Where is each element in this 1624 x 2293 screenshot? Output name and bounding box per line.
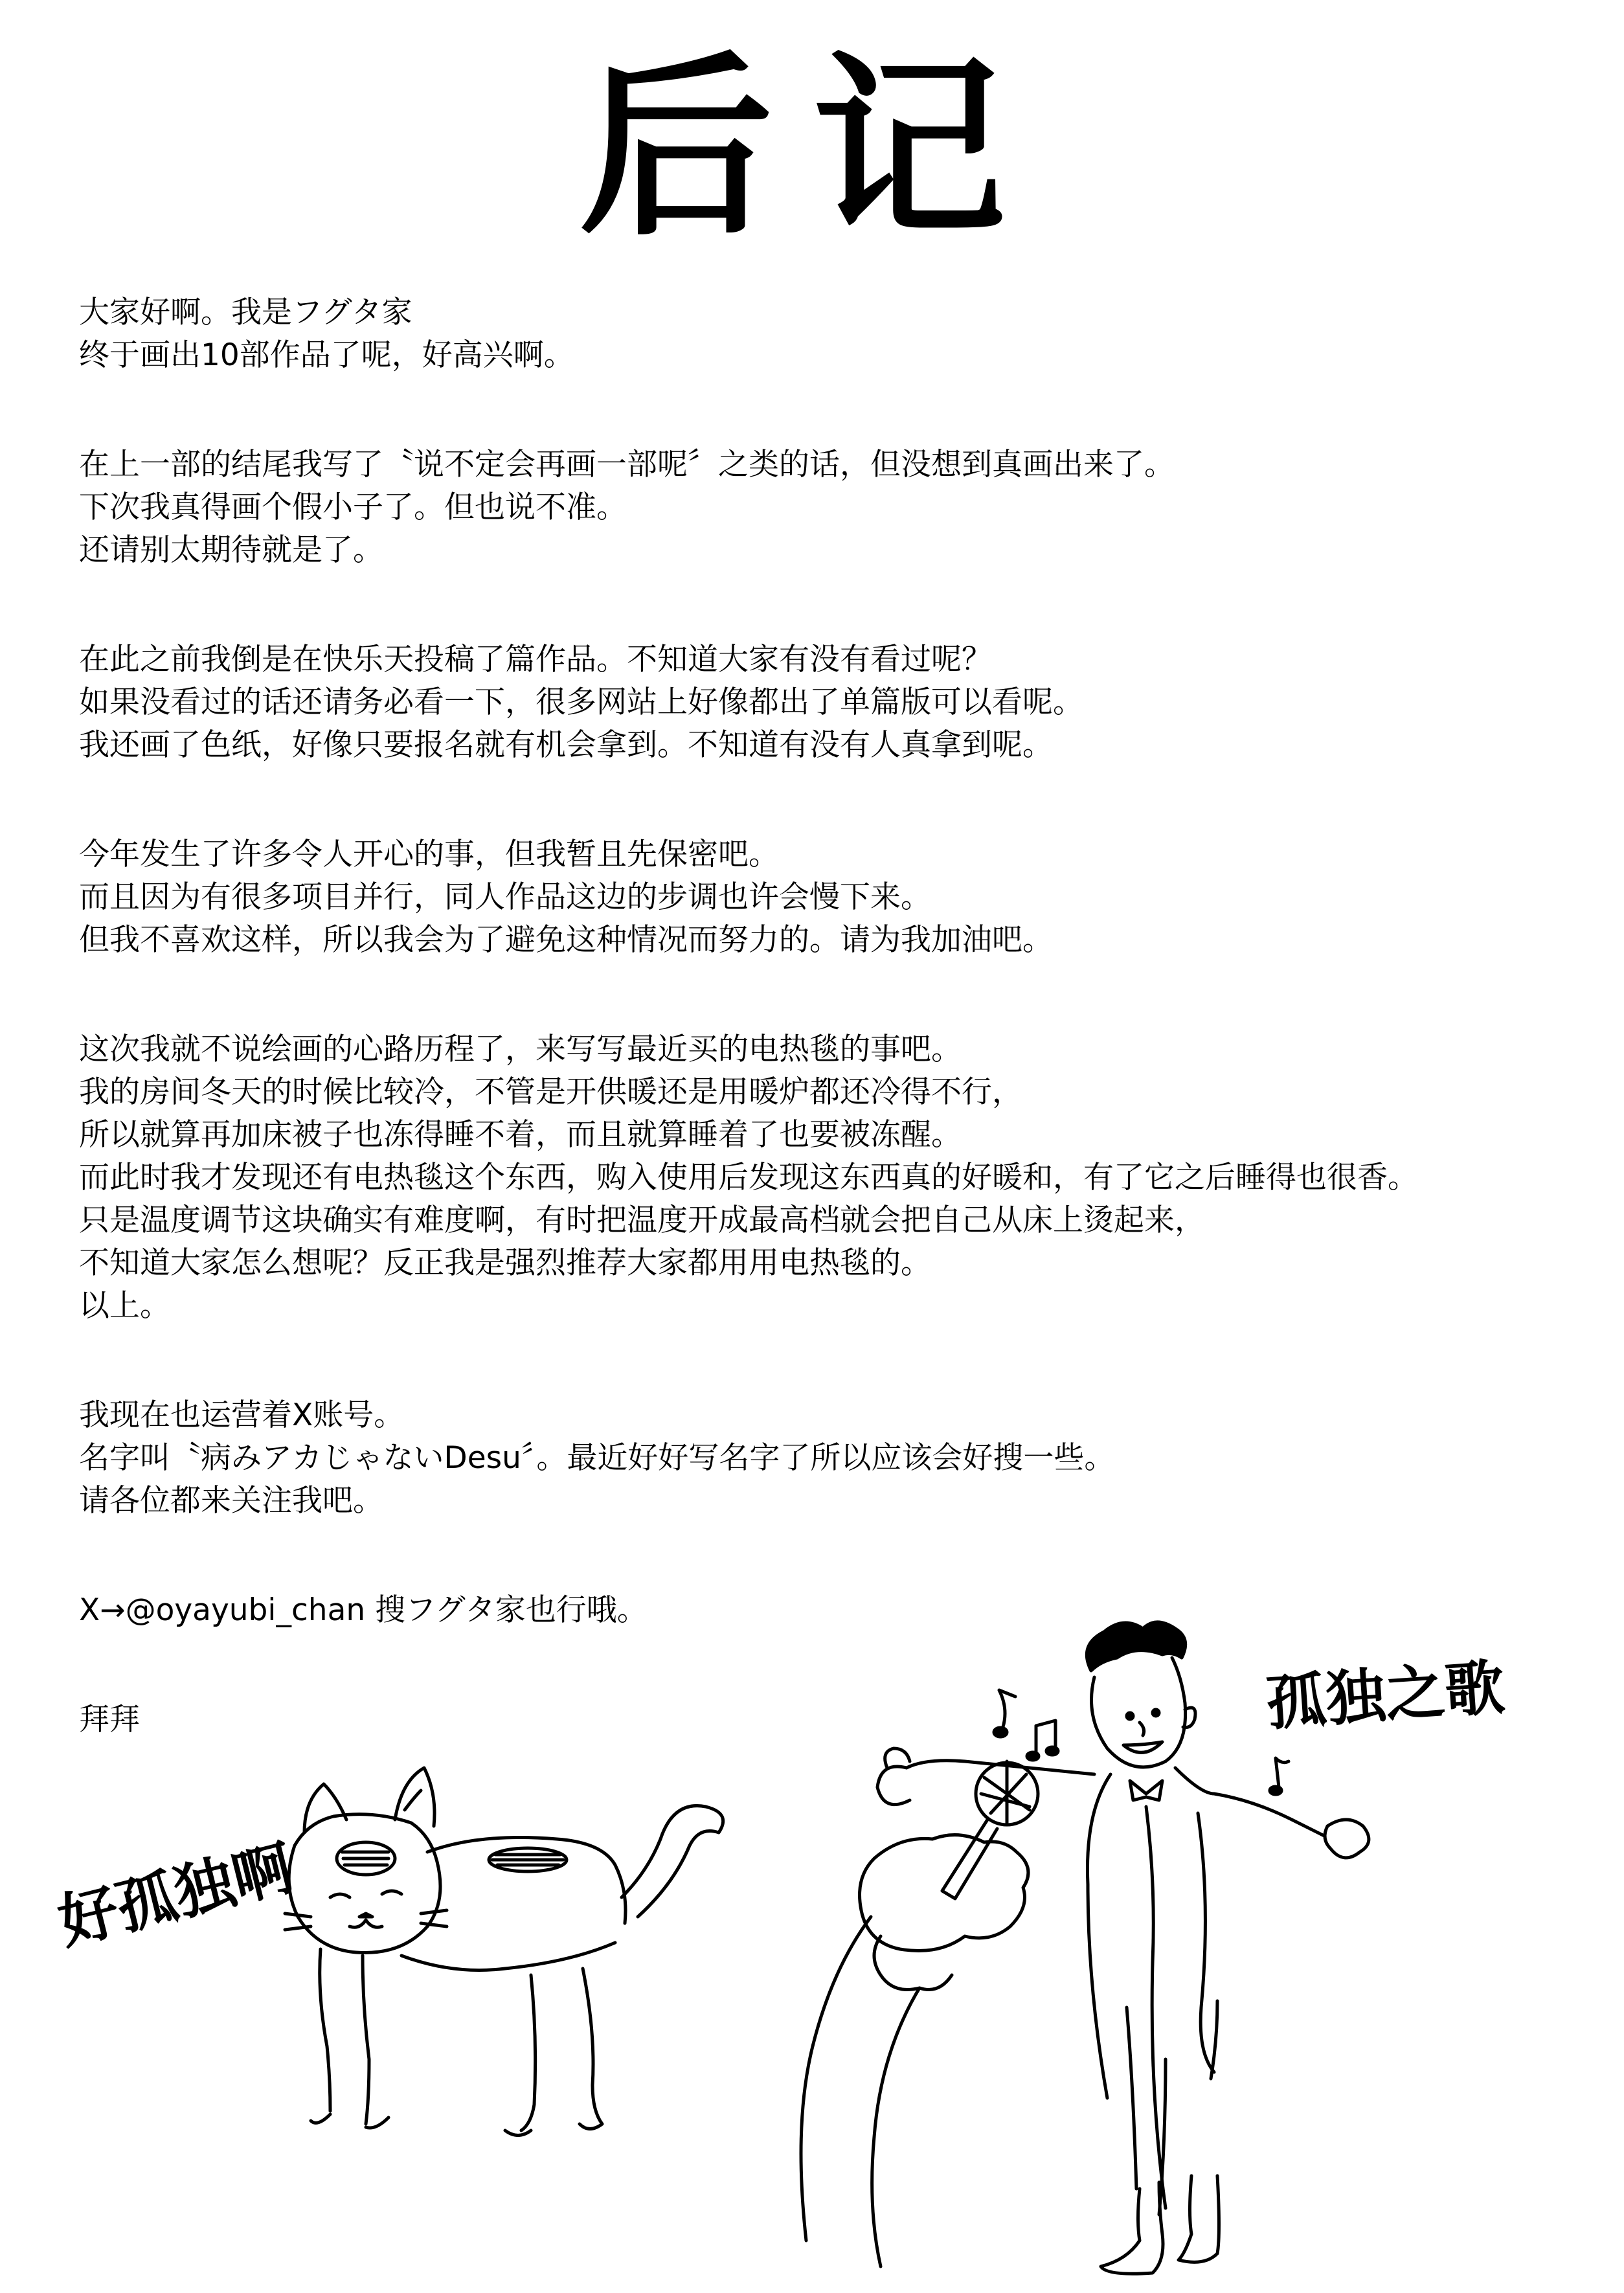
text-line: 还请别太期待就是了。 [79, 532, 383, 568]
text-line: 请各位都来关注我吧。 [79, 1483, 383, 1519]
music-notes-icon [994, 1690, 1289, 1794]
text-line: 终于画出10部作品了呢，好高兴啊。 [79, 337, 574, 373]
text-line: 这次我就不说绘画的心路历程了，来写写最近买的电热毯的事吧。 [79, 1032, 962, 1067]
text-line: 下次我真得画个假小子了。但也说不准。 [79, 490, 627, 525]
text-line: 我现在也运营着X账号。 [79, 1397, 405, 1433]
cat-caption: 好孤独啊 [51, 1833, 300, 1958]
text-line: 在此之前我倒是在快乐天投稿了篇作品。不知道大家有没有看过呢？ [79, 642, 992, 677]
sign-off: 拜拜 [79, 1702, 140, 1737]
text-line: 我还画了色纸，好像只要报名就有机会拿到。不知道有没有人真拿到呢。 [79, 727, 1053, 763]
text-line: 不知道大家怎么想呢？反正我是强烈推荐大家都用用电热毯的。 [79, 1245, 931, 1281]
text-line: 名字叫〝病みアカじゃないDesu〞。最近好好写名字了所以应该会好搜一些。 [79, 1440, 1115, 1476]
text-line: 但我不喜欢这样，所以我会为了避免这种情况而努力的。请为我加油吧。 [79, 922, 1053, 958]
text-line: 我的房间冬天的时候比较冷，不管是开供暖还是用暖炉都还冷得不行， [79, 1074, 1022, 1110]
text-line: 大家好啊。我是フグタ家 [79, 295, 412, 330]
page-title: 后记 [579, 36, 1045, 262]
x-account-link-text: X→@oyayubi_chan 搜フグタ家也行哦。 [79, 1592, 648, 1628]
cat-drawing [285, 1768, 723, 2136]
singer-caption: 孤独之歌 [1264, 1653, 1507, 1739]
text-line: 所以就算再加床被子也冻得睡不着，而且就算睡着了也要被冻醒。 [79, 1117, 962, 1153]
text-line: 只是温度调节这块确实有难度啊，有时把温度开成最高档就会把自己从床上烫起来， [79, 1203, 1205, 1238]
text-line: 而且因为有很多项目并行，同人作品这边的步调也许会慢下来。 [79, 879, 931, 915]
text-line: 如果没看过的话还请务必看一下，很多网站上好像都出了单篇版可以看呢。 [79, 684, 1083, 720]
text-line: 而此时我才发现还有电热毯这个东西，购入使用后发现这东西真的好暖和，有了它之后睡得也很香。 [79, 1160, 1418, 1195]
text-line: 以上。 [79, 1288, 170, 1324]
text-line: 在上一部的结尾我写了〝说不定会再画一部呢〞之类的话，但没想到真画出来了。 [79, 447, 1175, 482]
text-line: 今年发生了许多令人开心的事，但我暂且先保密吧。 [79, 837, 779, 872]
